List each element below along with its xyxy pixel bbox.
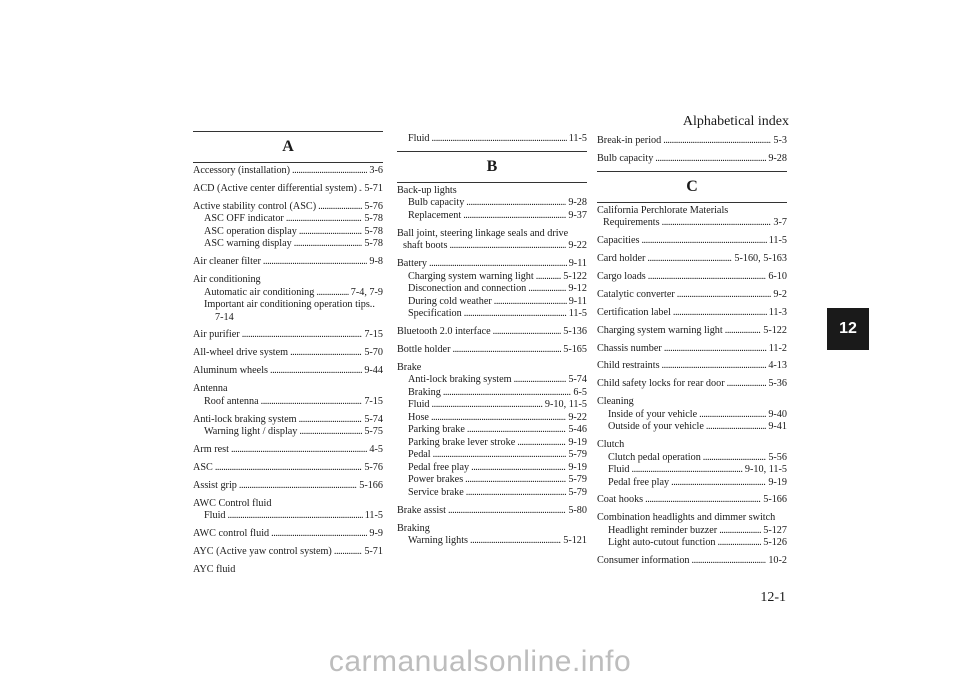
index-column-1 [193, 131, 383, 582]
index-subentry: Replacement . . . 9-37 [397, 210, 587, 223]
index-subentry: Parking brake lever stroke . . . 9-19 [397, 437, 587, 450]
index-entry: Child safety locks for rear door . . . 5-36 [597, 378, 787, 391]
entry-page: 3-6 [369, 165, 383, 176]
index-subentry: Disconection and connection . . . 9-12 [397, 283, 587, 296]
index-column-2 [397, 131, 587, 553]
index-entry: Air cleaner filter . . . 9-8 [193, 256, 383, 269]
index-subentry: ASC operation display . . . 5-78 [193, 226, 383, 239]
running-header-title: Alphabetical index [682, 114, 789, 129]
entry-page: 5-71 [364, 182, 383, 194]
index-subentry: Hose . . . 9-22 [397, 412, 587, 425]
index-subentry: Inside of your vehicle . . . 9-40 [597, 409, 787, 422]
section-heading-c: C [597, 171, 787, 203]
index-entry: Card holder . . . 5-160, 5-163 [597, 253, 787, 266]
index-entry [193, 274, 383, 324]
index-subentry: Fluid . . . 11-5 [193, 510, 383, 523]
index-entry: Clutch Clutch pedal operation . . . 5-56 Fluid . . . 9-10, 11-5 Pedal free play . . . 9-19 [597, 439, 787, 489]
index-entry: Catalytic converter . . . 9-2 [597, 289, 787, 302]
index-entry: Break-in period . . . 5-3 [597, 135, 787, 148]
index-entry: ASC . . . 5-76 [193, 462, 383, 475]
index-entry: Air purifier . . . 7-15 [193, 329, 383, 342]
section-heading-a: A [193, 131, 383, 163]
index-entry: AWC control fluid . . . 9-9 [193, 528, 383, 541]
entry-text: Active stability control (ASC) [193, 200, 317, 212]
index-entry: Brake assist . . . 5-80 [397, 505, 587, 518]
index-subentry: Fluid . . . 9-10, 11-5 [597, 464, 787, 477]
index-entry: Cleaning Inside of your vehicle . . . 9-40 Outside of your vehicle . . . 9-41 [597, 396, 787, 434]
index-entry: Back-up lights Bulb capacity . . . 9-28 Replacement . . . 9-37 [397, 185, 587, 223]
index-entry: All-wheel drive system . . . 5-70 [193, 347, 383, 360]
index-subentry: Bulb capacity . . . 9-28 [397, 197, 587, 210]
index-subentry: Fluid . . . 11-5 [397, 133, 587, 146]
index-entry: Coat hooks . . . 5-166 [597, 494, 787, 507]
index-entry: Braking Warning lights . . . 5-121 [397, 523, 587, 548]
index-subentry: Service brake . . . 5-79 [397, 487, 587, 500]
index-subentry: Roof antenna . . . 7-15 [193, 396, 383, 409]
index-subentry: Warning lights . . . 5-121 [397, 535, 587, 548]
index-entry: Certification label . . . 11-3 [597, 307, 787, 320]
index-entry [193, 201, 383, 251]
index-entry: Antenna Roof antenna . . . 7-15 [193, 383, 383, 408]
section-heading-b: B [397, 151, 587, 183]
chapter-tab: 12 [827, 308, 869, 350]
index-entry: Child restraints . . . 4-13 [597, 360, 787, 373]
index-subentry: Anti-lock braking system . . . 5-74 [397, 374, 587, 387]
index-entry: Consumer information . . . 10-2 [597, 555, 787, 568]
page-number: 12-1 [760, 590, 786, 605]
entry-text: Accessory (installation) [193, 165, 291, 176]
index-entry: AYC (Active yaw control system) . . . 5-71 [193, 546, 383, 559]
index-subentry: Charging system warning light . . . 5-122 [397, 271, 587, 284]
index-subentry: Headlight reminder buzzer . . . 5-127 [597, 525, 787, 538]
index-subentry: Fluid . . . 9-10, 11-5 [397, 399, 587, 412]
index-entry: Brake Anti-lock braking system . . . 5-74 Braking . . . 6-5 Fluid . . . 9-10, 11-5 Hose . . . 9-22 Parking brake . . . 5-46 Parking brake lever stroke . . . 9-19 Pedal . . . 5-79 Pedal free play . . . 9-19 Power brakes . . . 5-79 Service brake . . . 5-79 [397, 362, 587, 500]
index-subentry: Pedal . . . 5-79 [397, 449, 587, 462]
index-entry: Aluminum wheels . . . 9-44 [193, 365, 383, 378]
index-entry: Bluetooth 2.0 interface . . . 5-136 [397, 326, 587, 339]
index-entry: AYC fluid [193, 563, 236, 575]
index-entry: Chassis number . . . 11-2 [597, 343, 787, 356]
entry-page: 7-14 [215, 311, 234, 323]
index-subentry: Power brakes . . . 5-79 [397, 474, 587, 487]
index-entry: California Perchlorate Materials Requirements . . . 3-7 [597, 205, 787, 230]
index-subentry: Braking . . . 6-5 [397, 387, 587, 400]
index-entry: Assist grip . . . 5-166 [193, 480, 383, 493]
watermark: carmanualsonline.info [328, 645, 632, 678]
index-entry: AWC Control fluid Fluid . . . 11-5 [193, 498, 383, 523]
index-subentry: Specification . . . 11-5 [397, 308, 587, 321]
index-subentry: Important air conditioning operation tips.. [204, 299, 375, 311]
entry-text: ACD (Active center differential system) [193, 182, 357, 194]
index-entry: Arm rest . . . 4-5 [193, 444, 383, 457]
index-entry: Charging system warning light . . . 5-122 [597, 325, 787, 338]
index-subentry: Clutch pedal operation . . . 5-56 [597, 452, 787, 465]
index-entry: Anti-lock braking system . . . 5-74 Warning light / display . . . 5-75 [193, 414, 383, 439]
entry-page: 5-76 [364, 200, 383, 212]
index-subentry: Parking brake . . . 5-46 [397, 424, 587, 437]
index-subentry: Light auto-cutout function . . . 5-126 [597, 537, 787, 550]
index-subentry: Pedal free play . . . 9-19 [397, 462, 587, 475]
index-subentry: Pedal free play . . . 9-19 [597, 477, 787, 490]
index-column-3 [597, 131, 787, 573]
entry-text: Air conditioning [193, 274, 261, 286]
index-entry: Cargo loads . . . 6-10 [597, 271, 787, 284]
index-entry: Bulb capacity . . . 9-28 [597, 153, 787, 166]
index-subentry: ASC warning display . . . 5-78 [193, 238, 383, 251]
index-entry: Combination headlights and dimmer switch Headlight reminder buzzer . . . 5-127 Light auto-cutout function . . . 5-126 [597, 512, 787, 550]
index-entry: Ball joint, steering linkage seals and drive shaft boots . . . 9-22 [397, 228, 587, 253]
index-entry: Bottle holder . . . 5-165 [397, 344, 587, 357]
index-entry [193, 165, 383, 178]
index-subentry: During cold weather . . . 9-11 [397, 296, 587, 309]
index-subentry: ASC OFF indicator . . . 5-78 [193, 213, 383, 226]
index-entry: Battery . . . 9-11 Charging system warning light . . . 5-122 Disconection and connection . . . 9-12 During cold weather . . . 9-11 Specification . . . 11-5 [397, 258, 587, 321]
index-subentry: Warning light / display . . . 5-75 [193, 426, 383, 439]
index-subentry: Outside of your vehicle . . . 9-41 [597, 421, 787, 434]
index-subentry: Automatic air conditioning . . . 7-4, 7-9 [193, 287, 383, 300]
index-entry [193, 183, 383, 196]
index-entry: Capacities . . . 11-5 [597, 235, 787, 248]
